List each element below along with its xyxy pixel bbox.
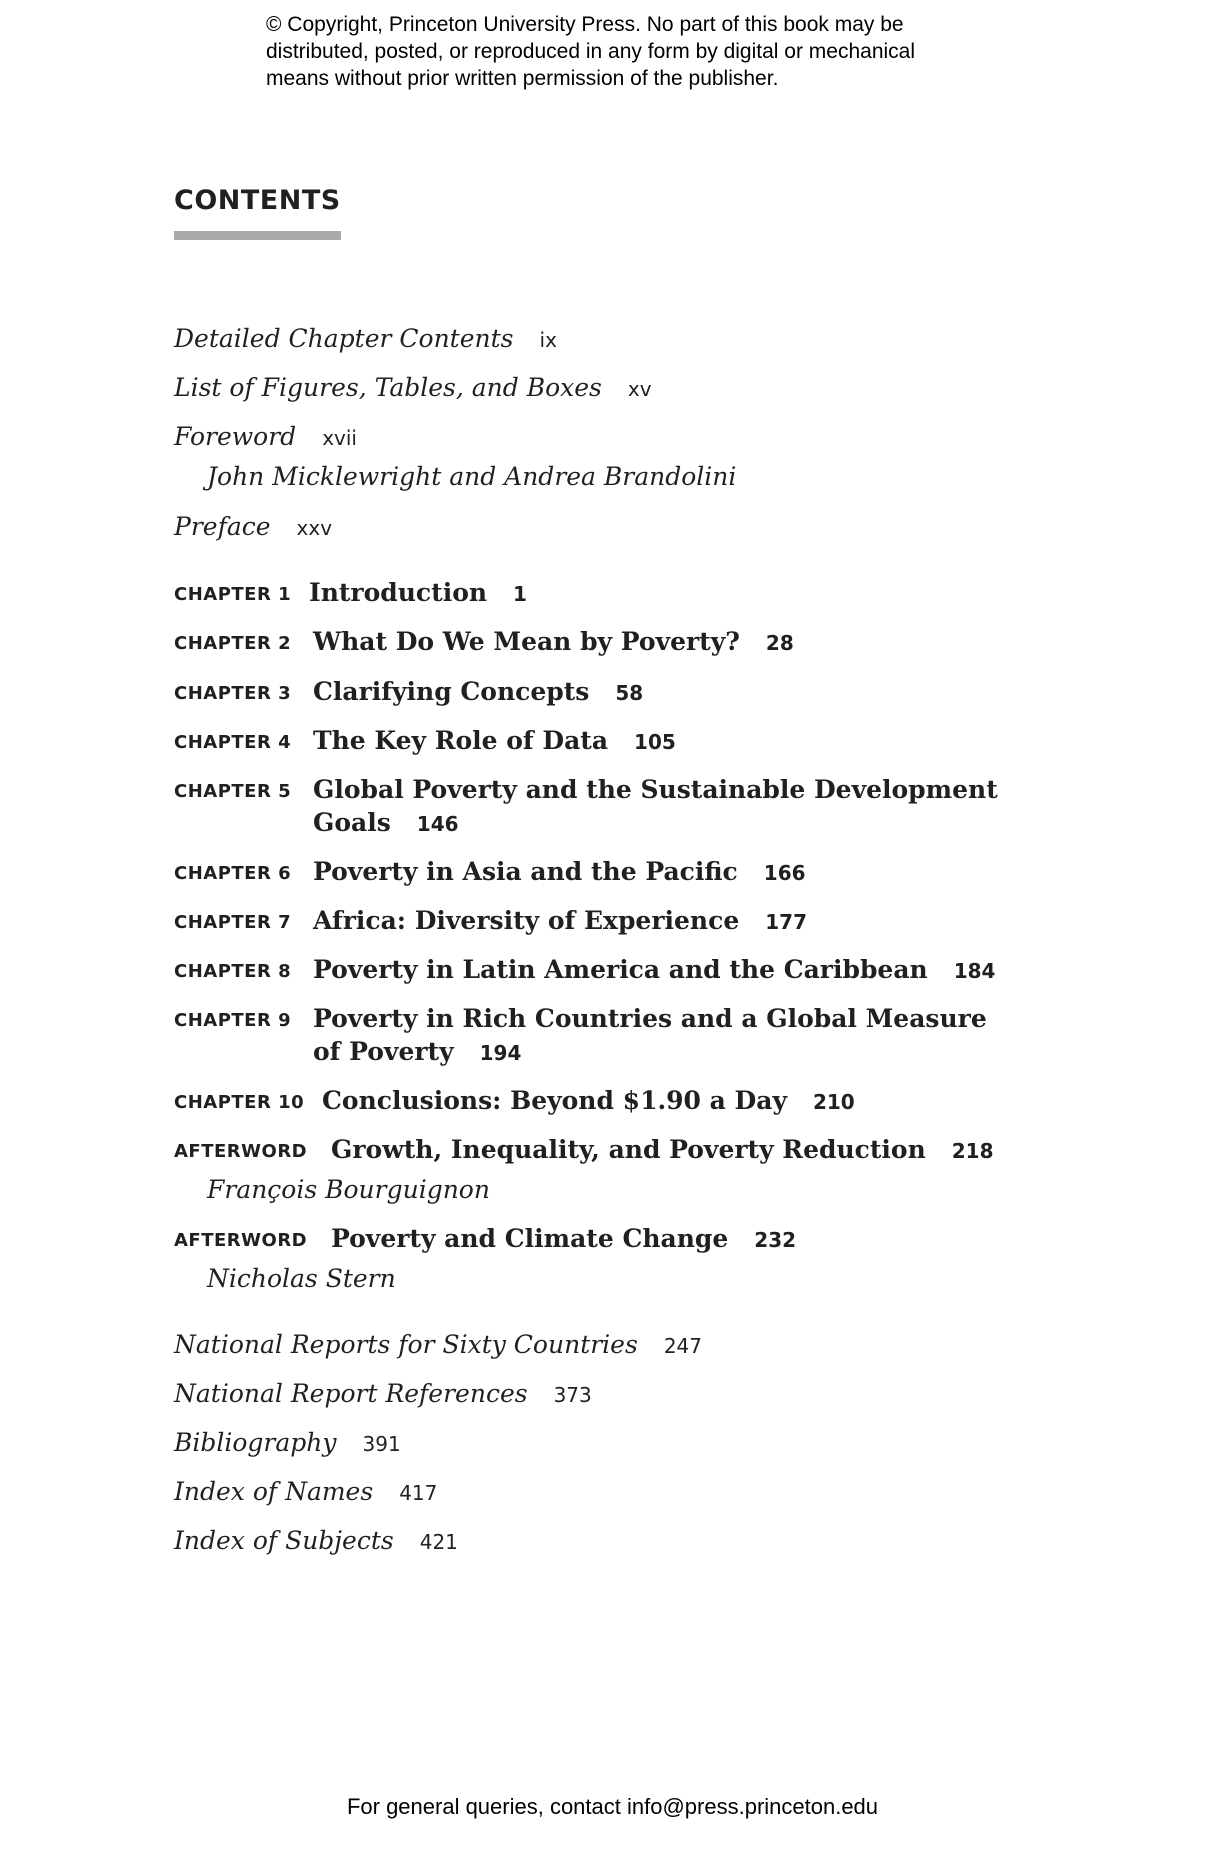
toc-entry-page: 184 <box>953 959 996 983</box>
toc-entry-chapter-8[interactable] <box>313 953 995 988</box>
title-underline <box>174 231 341 240</box>
toc-entry-chapter-9[interactable] <box>313 1002 987 1036</box>
toc-entry-title: Poverty in Latin America and the Caribbean <box>313 955 928 984</box>
toc-entry-title: The Key Role of Data <box>313 726 609 755</box>
toc-entry-page: 194 <box>479 1041 522 1065</box>
toc-entry-title: Foreword <box>174 422 297 451</box>
chapter-label: CHAPTER 8 <box>174 961 292 982</box>
chapter-label: CHAPTER 2 <box>174 633 292 654</box>
toc-entry-detailed-contents[interactable] <box>174 322 557 360</box>
toc-entry-page: 146 <box>416 812 459 836</box>
toc-entry-foreword[interactable] <box>174 420 357 458</box>
toc-entry-page: xv <box>627 377 652 401</box>
toc-entry-title: Conclusions: Beyond $1.90 a Day <box>322 1086 787 1115</box>
toc-entry-page: xvii <box>322 426 357 450</box>
toc-entry-title: Africa: Diversity of Experience <box>313 906 740 935</box>
toc-entry-chapter-7[interactable] <box>313 904 807 939</box>
chapter-label: CHAPTER 10 <box>174 1092 305 1113</box>
toc-entry-page: 1 <box>513 582 527 606</box>
chapter-label: CHAPTER 9 <box>174 1010 292 1031</box>
toc-entry-preface[interactable] <box>174 510 332 548</box>
toc-entry-title: Index of Subjects <box>174 1526 394 1555</box>
copyright-line: means without prior written permission of the publisher. <box>266 67 779 90</box>
toc-entry-title: National Report References <box>174 1379 528 1408</box>
toc-entry-title: Index of Names <box>174 1477 374 1506</box>
toc-entry-page: ix <box>539 328 557 352</box>
toc-entry-chapter-2[interactable] <box>313 625 794 660</box>
toc-entry-title: Poverty and Climate Change <box>331 1224 729 1253</box>
footer-contact: For general queries, contact info@press.princeton.edu <box>346 1794 879 1819</box>
toc-entry-page: 391 <box>362 1432 401 1456</box>
toc-entry-afterword-1[interactable] <box>331 1133 994 1168</box>
toc-entry-chapter-1[interactable] <box>309 576 527 611</box>
toc-entry-page: 417 <box>399 1481 438 1505</box>
toc-entry-title: Preface <box>174 512 271 541</box>
toc-entry-title: National Reports for Sixty Countries <box>174 1330 638 1359</box>
page-title: CONTENTS <box>174 185 341 216</box>
toc-entry-index-of-subjects[interactable] <box>174 1524 458 1562</box>
afterword-label: AFTERWORD <box>174 1141 308 1162</box>
toc-entry-title: Clarifying Concepts <box>313 677 590 706</box>
toc-entry-page: 421 <box>419 1530 458 1554</box>
toc-entry-bibliography[interactable] <box>174 1426 401 1464</box>
toc-entry-page: 247 <box>663 1334 702 1358</box>
toc-entry-national-report-references[interactable] <box>174 1377 592 1415</box>
chapter-label: CHAPTER 6 <box>174 863 292 884</box>
toc-entry-title: Detailed Chapter Contents <box>174 324 514 353</box>
toc-entry-page: 58 <box>615 681 644 705</box>
toc-entry-page: 232 <box>754 1228 797 1252</box>
chapter-label: CHAPTER 7 <box>174 912 292 933</box>
toc-entry-chapter-10[interactable] <box>322 1084 855 1119</box>
chapter-label: CHAPTER 5 <box>174 781 292 802</box>
toc-entry-author: John Micklewright and Andrea Brandolini <box>207 462 737 491</box>
toc-entry-page: 218 <box>951 1139 994 1163</box>
toc-entry-author: Nicholas Stern <box>207 1264 396 1293</box>
toc-entry-title: Bibliography <box>174 1428 337 1457</box>
toc-entry-page: 28 <box>765 631 794 655</box>
toc-entry-author: François Bourguignon <box>207 1175 490 1204</box>
toc-entry-page: 373 <box>553 1383 592 1407</box>
toc-entry-chapter-5[interactable] <box>313 773 998 807</box>
toc-entry-page: 177 <box>765 910 807 934</box>
toc-entry-national-reports[interactable] <box>174 1328 702 1366</box>
toc-entry-title: Growth, Inequality, and Poverty Reduction <box>331 1135 926 1164</box>
copyright-line: distributed, posted, or reproduced in any form by digital or mechanical <box>266 40 916 63</box>
toc-entry-index-of-names[interactable] <box>174 1475 437 1513</box>
toc-entry-chapter-5-continued[interactable] <box>313 806 459 841</box>
toc-entry-title: Global Poverty and the Sustainable Development <box>313 775 998 804</box>
toc-entry-page: 105 <box>634 730 676 754</box>
chapter-label: CHAPTER 4 <box>174 732 292 753</box>
toc-entry-title: What Do We Mean by Poverty? <box>313 627 740 656</box>
chapter-label: CHAPTER 3 <box>174 683 292 704</box>
toc-entry-page: 166 <box>763 861 806 885</box>
toc-entry-chapter-9-continued[interactable] <box>313 1035 521 1070</box>
toc-entry-title: Poverty in Asia and the Pacific <box>313 857 738 886</box>
toc-entry-afterword-2[interactable] <box>331 1222 796 1257</box>
copyright-notice <box>266 11 1026 92</box>
chapter-label: CHAPTER 1 <box>174 584 292 605</box>
toc-entry-title-continued: of Poverty <box>313 1037 454 1066</box>
toc-entry-chapter-6[interactable] <box>313 855 806 890</box>
toc-entry-chapter-4[interactable] <box>313 724 676 759</box>
copyright-line: © Copyright, Princeton University Press. No part of this book may be <box>266 13 904 36</box>
toc-entry-page: 210 <box>812 1090 855 1114</box>
toc-entry-list-of-figures[interactable] <box>174 371 652 409</box>
toc-entry-title: List of Figures, Tables, and Boxes <box>174 373 602 402</box>
toc-entry-title: Poverty in Rich Countries and a Global Measure <box>313 1004 987 1033</box>
toc-entry-page: xxv <box>296 516 333 540</box>
afterword-label: AFTERWORD <box>174 1230 308 1251</box>
toc-entry-title: Introduction <box>309 578 488 607</box>
toc-entry-chapter-3[interactable] <box>313 675 643 710</box>
toc-entry-title-continued: Goals <box>313 808 391 837</box>
